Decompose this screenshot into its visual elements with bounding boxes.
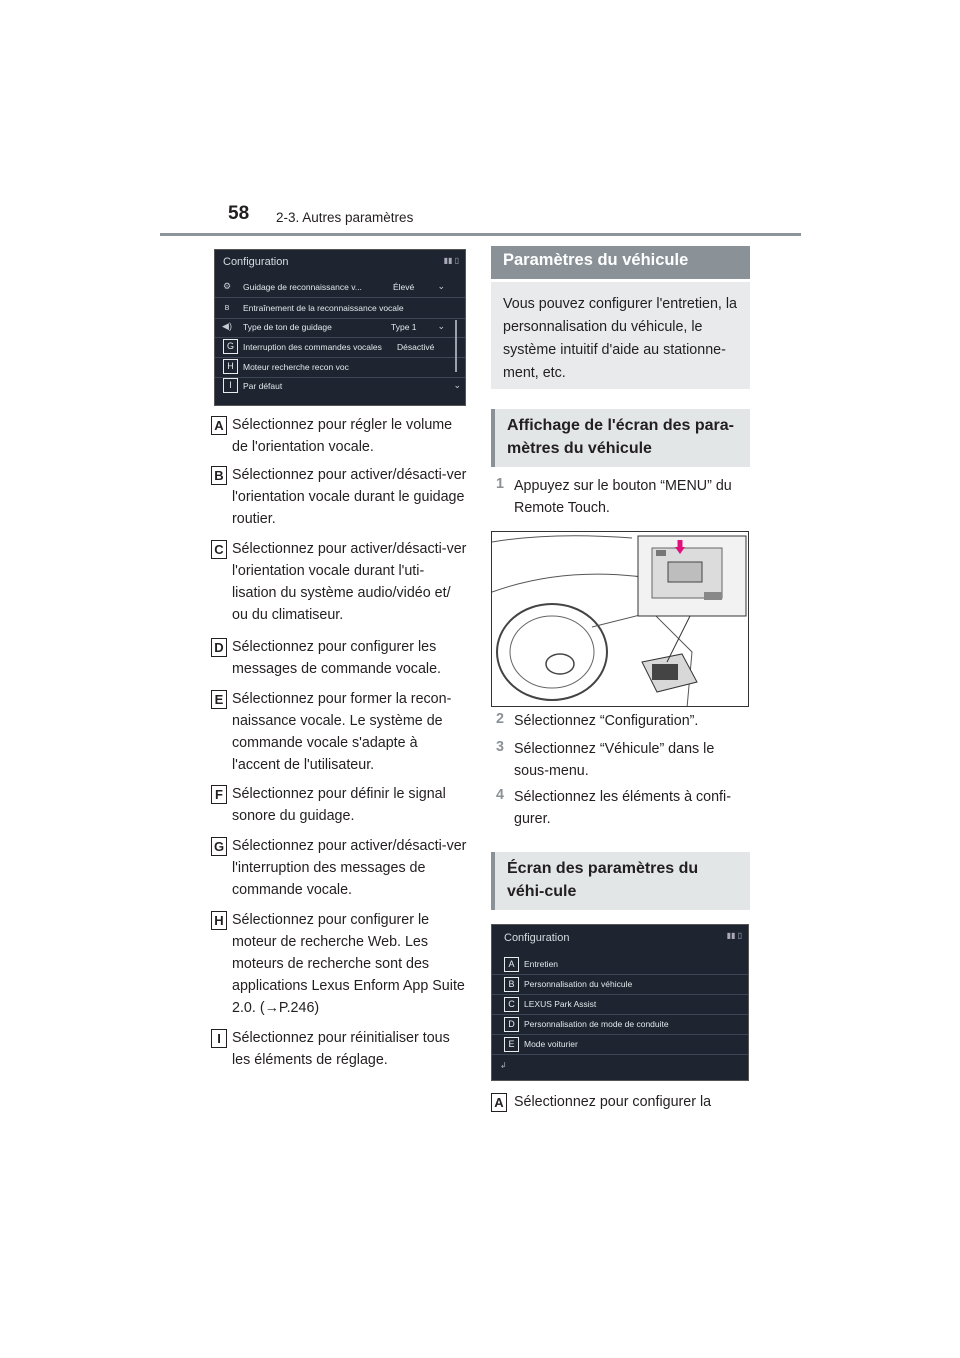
item-text: Sélectionnez pour activer/désacti-ver l'orientation vocale durant l'uti-lisation du système audio/vidéo et/ ou du climatiseur. (232, 541, 467, 623)
header-divider (160, 233, 801, 236)
item-text: Sélectionnez pour définir le signal sonore du guidage. (232, 786, 446, 824)
item-text: Sélectionnez pour activer/désacti-ver l'orientation vocale durant le guidage routier. (232, 467, 467, 527)
item-letter: B (211, 466, 227, 485)
item-letter: A (211, 416, 227, 435)
subheading: Écran des paramètres du véhi-cule (491, 852, 750, 910)
car-interior-drawing (492, 532, 749, 707)
screen-row: Personnalisation du véhicule (492, 975, 748, 995)
remote-touch-illustration (491, 531, 749, 707)
step-text: Sélectionnez “Configuration”. (514, 713, 699, 729)
step-number: 1 (496, 476, 504, 492)
item-text: Sélectionnez pour activer/désacti-ver l'interruption des messages de commande vocale. (232, 838, 467, 898)
callout-badge: C (504, 997, 519, 1012)
callout-badge: E (504, 1037, 519, 1052)
item-letter: A (491, 1093, 507, 1112)
screen-row: Par défaut ⌄ (243, 380, 461, 391)
scrollbar (455, 320, 457, 372)
item-text: Sélectionnez pour configurer les messages de commande vocale. (232, 639, 442, 677)
screen-title: Configuration (223, 256, 289, 268)
item-text: Sélectionnez pour régler le volume de l'orientation vocale. (232, 417, 453, 455)
screen-row: ⚙ Guidage de reconnaissance v... Élevé ⌄ (215, 278, 465, 298)
callout-badge: I (223, 378, 238, 393)
step-number: 2 (496, 711, 504, 727)
item-text: Sélectionnez pour configurer le moteur de recherche Web. Les moteurs de recherche sont des applications Lexus Enform App Suite 2.0. (→P.246) (232, 912, 465, 1016)
callout-badge: D (504, 1017, 519, 1032)
step-text: Appuyez sur le bouton “MENU” du Remote Touch. (514, 478, 732, 516)
step-text: Sélectionnez les éléments à confi-gurer. (514, 789, 731, 827)
item-text: Sélectionnez pour réinitialiser tous les éléments de réglage. (232, 1030, 450, 1068)
item-letter: D (211, 638, 227, 657)
bluetooth-icon: ʙ (224, 302, 230, 312)
screen-row: Personnalisation de mode de conduite (492, 1015, 748, 1035)
screen-row: Mode voiturier (492, 1035, 748, 1055)
step-number: 4 (496, 787, 504, 803)
vehicle-settings-screenshot (491, 924, 749, 1081)
intro-text: Vous pouvez configurer l'entretien, la personnalisation du véhicule, le système intuitif d'aide au stationne-ment, etc. (503, 296, 738, 381)
callout-badge: A (504, 957, 519, 972)
gear-icon: ⚙ (222, 281, 232, 291)
screen-row: Interruption des commandes vocales Désactivé (215, 338, 465, 358)
section-heading: Paramètres du véhicule (491, 246, 750, 279)
item-text: Sélectionnez pour configurer la (514, 1094, 712, 1110)
screen-title: Configuration (504, 932, 570, 944)
item-letter: H (211, 911, 227, 930)
item-letter: E (211, 690, 227, 709)
screen-row: Moteur recherche recon voc (215, 358, 465, 378)
callout-badge: H (223, 359, 238, 374)
screen-row: ʙ Entraînement de la reconnaissance vocale (215, 299, 465, 319)
back-icon: ↲ (500, 1061, 507, 1070)
item-letter: F (211, 785, 227, 804)
item-letter: I (211, 1029, 227, 1048)
item-letter: C (211, 540, 227, 559)
page-number: 58 (228, 203, 250, 224)
signal-icon: ▮▮ ▯ (726, 931, 742, 940)
voice-settings-screenshot (214, 249, 466, 406)
screen-row: Entretien (492, 955, 748, 975)
section-title: 2-3. Autres paramètres (276, 210, 414, 225)
screen-row: LEXUS Park Assist (492, 995, 748, 1015)
step-number: 3 (496, 739, 504, 755)
step-text: Sélectionnez “Véhicule” dans le sous-menu. (514, 741, 715, 779)
item-text: Sélectionnez pour former la recon-naissance vocale. Le système de commande vocale s'adapte à l'accent de l'utilisateur. (232, 691, 452, 773)
chevron-down-icon: ⌄ (453, 380, 461, 390)
item-letter: G (211, 837, 227, 856)
chevron-down-icon: ⌄ (437, 321, 445, 331)
callout-badge: G (223, 339, 238, 354)
signal-icon: ▮▮ ▯ (443, 256, 459, 265)
subheading: Affichage de l'écran des para-mètres du véhicule (491, 409, 750, 467)
speaker-icon: ◀) (222, 321, 232, 331)
chevron-down-icon: ⌄ (437, 281, 445, 291)
screen-row: ◀) Type de ton de guidage Type 1 ⌄ (215, 318, 465, 338)
callout-badge: B (504, 977, 519, 992)
